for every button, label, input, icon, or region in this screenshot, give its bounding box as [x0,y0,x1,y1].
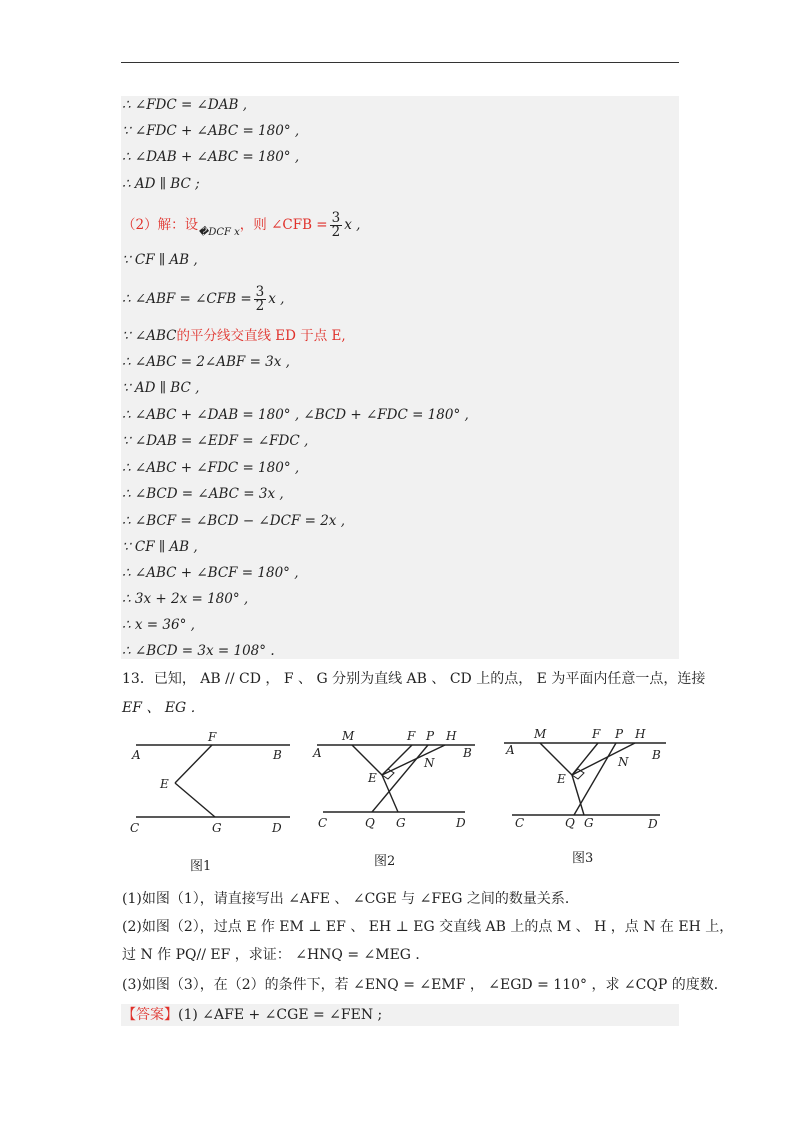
solution-line-19: ∴ x = 36° , [122,617,195,633]
fig3-label-g: G [584,816,594,830]
fig3-label-a: A [506,743,515,757]
answer-tag: 【答案】 [122,1007,178,1023]
sub-question-2-line-1: (2)如图（2），过点 E 作 EM ⊥ EF 、 EH ⊥ EG 交直线 AB 上的点 M 、 H ，点 N 在 EH 上， [122,919,734,935]
part2-then: ，则 ∠CFB = [239,217,328,233]
fig1-label-f: F [208,730,217,744]
fig3-label-p: P [615,727,624,741]
solution-line-12: ∵ ∠DAB = ∠EDF = ∠FDC , [122,433,309,449]
fig2-label-p: P [426,729,435,743]
fig1-caption: 图1 [190,859,212,874]
answer-text: (1) ∠AFE + ∠CGE = ∠FEN ; [178,1007,383,1023]
figure-1 [130,730,290,874]
fig3-label-c: C [515,816,525,830]
broken-glyph-text: �DCF x [198,227,240,238]
solution-line-9: ∴ ∠ABC = 2∠ABF = 3x , [122,354,290,370]
fig3-label-d: D [648,817,658,831]
question-13-line-1: 13．已知， AB // CD ， F 、 G 分别为直线 AB 、 CD 上的点， E 为平面内任意一点，连接 [122,671,706,687]
solution-line-7 [122,286,284,313]
solution-line-8 [122,326,346,346]
answer-line [122,1005,382,1025]
fig2-label-m: M [342,729,355,743]
fig2-label-c: C [318,816,328,830]
fig2-label-f: F [407,729,416,743]
fig2-caption: 图2 [374,854,396,869]
fig3-label-n: N [618,755,629,769]
solution-line-5 [122,212,360,243]
solution-line-2: ∵ ∠FDC + ∠ABC = 180° , [122,123,300,139]
solution-line-4: ∴ AD ∥ BC ; [122,176,200,192]
solution-line-14: ∴ ∠BCD = ∠ABC = 3x , [122,486,284,502]
fig2-label-q: Q [365,816,375,830]
fig1-label-g: G [212,821,222,835]
solution-line-17: ∴ ∠ABC + ∠BCF = 180° , [122,565,299,581]
sub-question-3: (3)如图（3），在（2）的条件下，若 ∠ENQ = ∠EMF ， ∠EGD = 110° ，求 ∠CQP 的度数． [122,977,728,993]
fig3-label-q: Q [565,816,575,830]
header-rule [121,62,679,63]
solution-line-11: ∴ ∠ABC + ∠DAB = 180° , ∠BCD + ∠FDC = 180° , [122,407,469,423]
question-13-line-2: EF 、 EG ． [122,700,205,716]
abf-x: x , [268,291,285,307]
fraction-three-halves: $\frac{3}{2}$ [331,210,341,240]
solution-line-20: ∴ ∠BCD = 3x = 108° . [122,643,275,659]
fig3-label-f: F [592,727,601,741]
solution-line-13: ∴ ∠ABC + ∠FDC = 180° , [122,460,300,476]
fig2-label-d: D [456,816,466,830]
fig1-label-c: C [130,821,140,835]
part2-x: x , [344,217,361,233]
fig3-label-h: H [635,727,646,741]
solution-line-18: ∴ 3x + 2x = 180° , [122,591,249,607]
figure-2 [312,729,475,869]
fig1-label-d: D [272,821,282,835]
part2-label: （2）解：设 [122,217,199,233]
solution-line-16: ∵ CF ∥ AB , [122,539,198,555]
fig2-label-g: G [396,816,406,830]
solution-line-10: ∵ AD ∥ BC , [122,380,200,396]
sub-question-1: (1)如图（1），请直接写出 ∠AFE 、 ∠CGE 与 ∠FEG 之间的数量关系． [122,891,579,907]
abf-eq: ∴ ∠ABF = ∠CFB = [122,291,252,307]
fig2-label-h: H [446,729,457,743]
fig2-label-b: B [463,746,472,760]
fig2-label-e: E [368,771,377,785]
fig1-label-a: A [132,748,141,762]
solution-line-6: ∵ CF ∥ AB , [122,252,198,268]
figure-3 [504,727,666,866]
fig3-label-m: M [534,727,547,741]
sub-question-2-line-2: 过 N 作 PQ// EF ，求证： ∠HNQ = ∠MEG ． [122,947,430,963]
solution-line-1: ∴ ∠FDC = ∠DAB , [122,97,247,113]
fig2-label-n: N [424,756,435,770]
fig3-label-b: B [652,748,661,762]
fig2-label-a: A [313,746,322,760]
solution-line-15: ∴ ∠BCF = ∠BCD − ∠DCF = 2x , [122,513,345,529]
figures-row [120,722,690,882]
fig3-label-e: E [557,772,566,786]
solution-line-3: ∴ ∠DAB + ∠ABC = 180° , [122,149,300,165]
fig1-label-b: B [273,748,282,762]
fig1-label-e: E [160,777,169,791]
fig3-caption: 图3 [572,851,594,866]
fraction-three-halves-2: $\frac{3}{2}$ [255,284,265,314]
abc-angle: ∵ ∠ABC [122,328,177,344]
bisector-text: 的平分线交直线 ED 于点 E, [176,328,346,344]
